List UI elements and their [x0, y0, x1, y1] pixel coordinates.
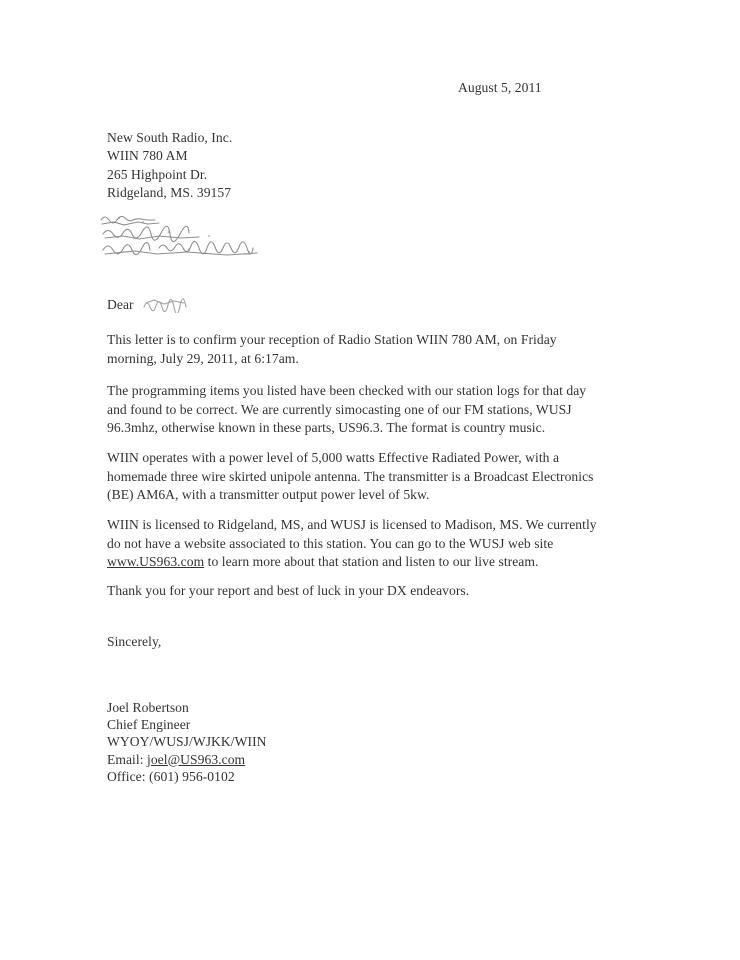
paragraph-licensing: [107, 516, 627, 572]
signer-stations: WYOY/WUSJ/WJKK/WIIN: [107, 734, 267, 750]
paragraph-line: WIIN operates with a power level of 5,000 watts Effective Radiated Power, with a: [107, 450, 560, 465]
closing: Sincerely,: [107, 634, 162, 649]
paragraph-line-tail: to learn more about that station and listen to our live stream.: [207, 554, 539, 570]
sender-city: Ridgeland, MS. 39157: [107, 184, 232, 200]
signer-title: Chief Engineer: [107, 717, 191, 733]
salutation: Dear: [107, 297, 134, 312]
paragraph-line: WIIN is licensed to Ridgeland, MS, and WUSJ is licensed to Madison, MS. We currently: [107, 517, 597, 532]
paragraph-line: Thank you for your report and best of luck in your DX endeavors.: [107, 583, 470, 598]
paragraph-line: 96.3mhz, otherwise known in these parts, US96.3. The format is country music.: [107, 420, 546, 436]
sender-street: 265 Highpoint Dr.: [107, 166, 208, 182]
signer-email-line: [107, 751, 267, 768]
signature-block: [107, 699, 267, 785]
redacted-recipient-address: [99, 210, 279, 270]
sender-address: [107, 129, 232, 202]
sender-company: New South Radio, Inc.: [107, 130, 233, 145]
signer-name: Joel Robertson: [107, 700, 189, 715]
letter-date: August 5, 2011: [458, 80, 542, 95]
paragraph-confirmation: [107, 331, 627, 368]
sender-station: WIIN 780 AM: [107, 148, 188, 164]
email-link[interactable]: joel@US963.com: [147, 751, 246, 767]
paragraph-programming: [107, 382, 627, 438]
paragraph-line: homemade three wire skirted unipole antenna. The transmitter is a Broadcast Electronics: [107, 468, 594, 484]
paragraph-line-with-link: [107, 553, 627, 572]
paragraph-line: The programming items you listed have been checked with our station logs for that day: [107, 383, 587, 398]
paragraph-power: [107, 449, 627, 505]
website-link[interactable]: www.US963.com: [107, 554, 205, 570]
redacted-recipient-name: [142, 295, 188, 313]
paragraph-line: do not have a website associated to this station. You can go to the WUSJ web site: [107, 535, 554, 551]
email-label: Email:: [107, 751, 144, 767]
signer-office-phone: Office: (601) 956-0102: [107, 768, 235, 784]
paragraph-thanks: [107, 582, 627, 601]
paragraph-line: This letter is to confirm your reception of Radio Station WIIN 780 AM, on Friday: [107, 332, 557, 347]
paragraph-line: (BE) AM6A, with a transmitter output power level of 5kw.: [107, 487, 430, 503]
paragraph-line: morning, July 29, 2011, at 6:17am.: [107, 350, 299, 366]
paragraph-line: and found to be correct. We are currently simocasting one of our FM stations, WUSJ: [107, 401, 572, 417]
